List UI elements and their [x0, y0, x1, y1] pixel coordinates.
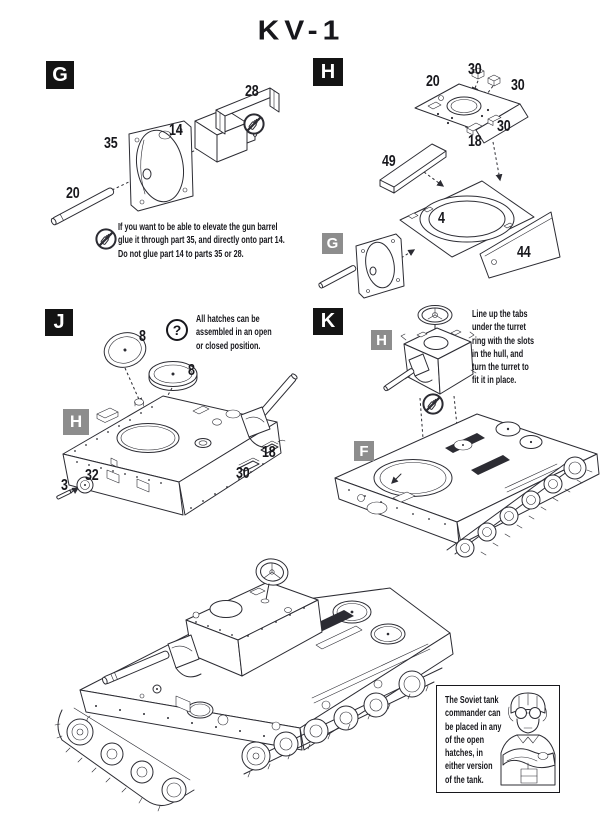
part-label: 30 [497, 118, 511, 135]
part-label: 20 [66, 185, 80, 202]
step-badge-k: K [313, 308, 343, 335]
page-title: KV-1 [257, 15, 345, 46]
part-label: 49 [382, 153, 396, 170]
no-glue-icon [244, 114, 263, 133]
part-label: 14 [169, 122, 183, 139]
sub-badge-f: F [354, 441, 374, 461]
final-assembly-illustration [50, 548, 455, 820]
step-g-note: If you want to be able to elevate the gun barrel glue it through part 35, and directly onto part 14. Do not glue part 14 to parts 35 or 28. [118, 222, 285, 260]
sub-badge-g: G [322, 233, 343, 254]
step-badge-h: H [313, 58, 343, 86]
no-glue-icon [423, 394, 442, 413]
hull-from-f [335, 414, 599, 557]
no-glue-note-icon [93, 226, 119, 252]
commander-illustration [497, 691, 559, 789]
step-k-diagram [325, 302, 602, 564]
sub-badge-h: H [371, 330, 392, 350]
part-label: 32 [85, 467, 99, 484]
step-badge-j: J [45, 309, 73, 336]
part-label: 30 [468, 61, 482, 78]
question-icon: ? [166, 319, 188, 341]
step-h-diagram [312, 60, 594, 300]
turret-from-h [383, 306, 476, 395]
part-label: 44 [517, 244, 531, 261]
gun-barrel-part [50, 187, 114, 226]
part-label: 35 [104, 135, 118, 152]
step-j-note: All hatches can be assembled in an open or closed position. [196, 314, 272, 352]
part-label: 30 [236, 465, 250, 482]
part-label: 18 [468, 133, 482, 150]
part-label: 3 [61, 477, 68, 494]
part-label: 8 [139, 328, 146, 345]
part-label: 18 [262, 444, 276, 461]
part-label: 4 [438, 210, 445, 227]
step-k-note: Line up the tabs under the turret ring with the slots in the hull, and turn the turret to fit it in place. [472, 309, 535, 387]
part-label: 30 [511, 77, 525, 94]
mantlet-plate-part [129, 121, 193, 211]
step-g-diagram [48, 78, 298, 230]
part-label: 28 [245, 83, 259, 100]
commander-note: The Soviet tank commander can be placed in any of the open hatches, in either version of the tank. [445, 695, 502, 786]
step-badge-g: G [46, 61, 74, 89]
part-label: 8 [188, 362, 195, 379]
part-label: 20 [426, 73, 440, 90]
sub-badge-h: H [63, 409, 89, 435]
commander-tip-box [436, 685, 560, 793]
